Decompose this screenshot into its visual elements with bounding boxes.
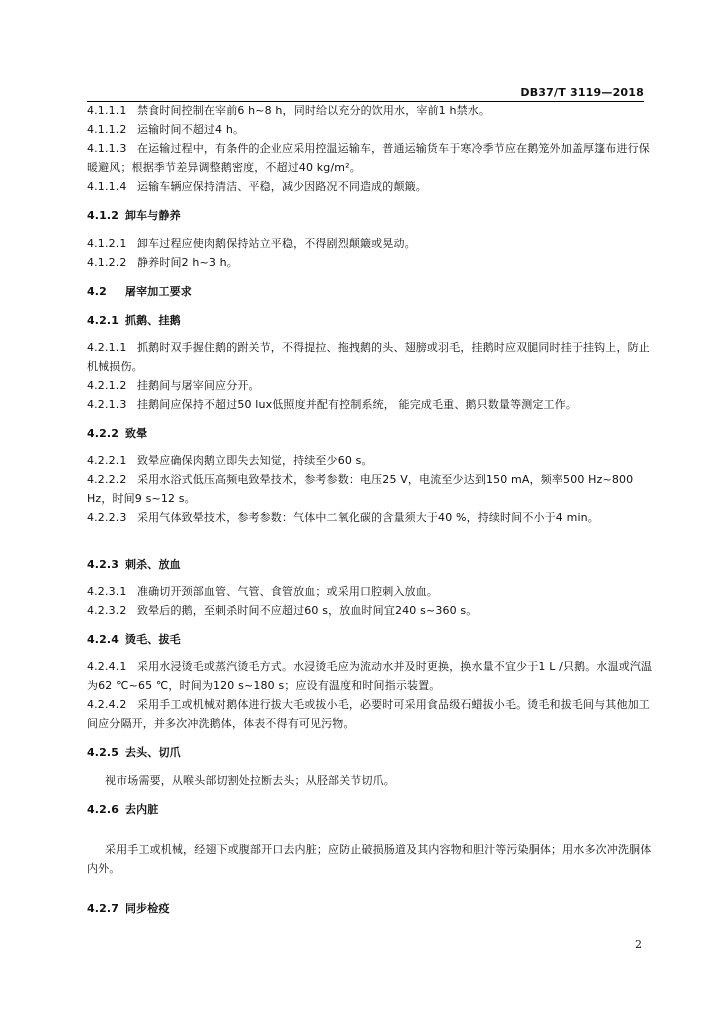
paragraph-4-2-6: 采用手工或机械，经翅下或腹部开口去内脏；应防止破损肠道及其内容物和胆汁等污染胴体；用水多次冲洗胴体内外。 <box>87 843 652 875</box>
clause-4-1-2-2 <box>87 253 659 272</box>
clause-number: 4.2.3.1 <box>87 585 127 598</box>
clause-4-2-2-3 <box>87 508 659 527</box>
clause-number: 4.2.2.3 <box>87 511 127 524</box>
section-4-2-5 <box>87 771 659 790</box>
heading-title: 烫毛、拔毛 <box>125 633 181 646</box>
clause-number: 4.2.1.1 <box>87 341 127 354</box>
clause-text: 在运输过程中，有条件的企业应采用控温运输车，普通运输货车于寒冷季节应在鹅笼外加盖厚篷布进行保暖避风；根据季节差异调整鹅密度，不超过40 kg/m²。 <box>87 142 650 174</box>
section-4-2-2 <box>87 451 659 527</box>
heading-title: 同步检疫 <box>125 902 170 915</box>
heading-4-2-6: 4.2.6 去内脏 <box>87 803 159 816</box>
clause-number: 4.2.2.1 <box>87 454 127 467</box>
heading-title: 去内脏 <box>125 803 159 816</box>
clause-number: 4.2.1.2 <box>87 379 127 392</box>
heading-title: 去头、切爪 <box>125 746 181 759</box>
heading-title: 致晕 <box>125 427 148 440</box>
heading-4-1-2: 4.1.2 卸车与静养 <box>87 209 181 222</box>
section-4-2-1 <box>87 338 659 414</box>
clause-number: 4.1.2.2 <box>87 256 127 269</box>
paragraph-4-2-5: 视市场需要，从喉头部切割处拉断去头；从胫部关节切爪。 <box>105 774 395 787</box>
clause-text: 静养时间2 h~3 h。 <box>137 256 238 269</box>
heading-4-2-1: 4.2.1 抓鹅、挂鹅 <box>87 314 181 327</box>
clause-text: 运输车辆应保持清洁、平稳，减少因路况不同造成的颠簸。 <box>137 180 427 193</box>
clause-4-1-1-2 <box>87 120 659 139</box>
clause-number: 4.2.1.3 <box>87 398 127 411</box>
section-4-1-1 <box>87 101 659 196</box>
clause-text: 采用水浸烫毛或蒸汽烫毛方式。水浸烫毛应为流动水并及时更换，换水量不宜少于1 L /只鹅。水温或汽温为62 ℃~65 ℃，时间为120 s~180 s；应设有温度和时间指示装置。 <box>87 660 653 692</box>
clause-text: 卸车过程应使肉鹅保持站立平稳，不得剧烈颠簸或晃动。 <box>137 237 416 250</box>
clause-text: 挂鹅间与屠宰间应分开。 <box>137 379 260 392</box>
page-number: 2 <box>635 938 642 951</box>
section-4-2-3 <box>87 582 659 620</box>
heading-title: 刺杀、放血 <box>125 558 181 571</box>
clause-4-1-1-4 <box>87 177 659 196</box>
clause-text: 采用气体致晕技术，参考参数：气体中二氧化碳的含量须大于40 %，持续时间不小于4 min。 <box>137 511 599 524</box>
clause-text: 致晕后的鹅，至刺杀时间不应超过60 s，放血时间宜240 s~360 s。 <box>137 604 478 617</box>
clause-number: 4.2.4.2 <box>87 698 127 711</box>
section-4-2-6 <box>87 840 659 878</box>
clause-text: 抓鹅时双手握住鹅的跗关节，不得提拉、拖拽鹅的头、翅膀或羽毛，挂鹅时应双腿同时挂于挂钩上，防止机械损伤。 <box>87 341 650 373</box>
clause-number: 4.2.2.2 <box>87 473 127 486</box>
clause-4-2-1-2 <box>87 376 659 395</box>
clause-4-1-1-1 <box>87 101 659 120</box>
clause-4-2-3-2 <box>87 601 659 620</box>
heading-4-2-3: 4.2.3 刺杀、放血 <box>87 558 181 571</box>
clause-4-2-2-1 <box>87 451 659 470</box>
clause-number: 4.1.1.3 <box>87 142 127 155</box>
document-id: DB37/T 3119—2018 <box>520 86 644 99</box>
clause-text: 禁食时间控制在宰前6 h~8 h，同时给以充分的饮用水，宰前1 h禁水。 <box>137 104 491 117</box>
clause-number: 4.1.1.2 <box>87 123 127 136</box>
heading-title: 卸车与静养 <box>125 209 181 222</box>
clause-text: 运输时间不超过4 h。 <box>137 123 245 136</box>
clause-4-2-4-2 <box>87 695 659 733</box>
heading-title: 屠宰加工要求 <box>125 285 192 298</box>
heading-title: 抓鹅、挂鹅 <box>125 314 181 327</box>
clause-number: 4.1.2.1 <box>87 237 127 250</box>
heading-4-2-2: 4.2.2 致晕 <box>87 427 148 440</box>
heading-4-2: 4.2 屠宰加工要求 <box>87 285 192 298</box>
clause-number: 4.2.3.2 <box>87 604 127 617</box>
clause-4-2-1-1 <box>87 338 659 376</box>
clause-4-2-1-3 <box>87 395 659 414</box>
heading-4-2-7: 4.2.7 同步检疫 <box>87 902 170 915</box>
clause-4-2-3-1 <box>87 582 659 601</box>
clause-number: 4.2.4.1 <box>87 660 127 673</box>
clause-4-1-2-1 <box>87 234 659 253</box>
clause-4-1-1-3 <box>87 139 659 177</box>
clause-4-2-4-1 <box>87 657 659 695</box>
clause-text: 采用水浴式低压高频电致晕技术，参考参数：电压25 V，电流至少达到150 mA，频率500 Hz~800 Hz，时间9 s~12 s。 <box>87 473 634 505</box>
clause-number: 4.1.1.1 <box>87 104 127 117</box>
section-4-1-2 <box>87 234 659 272</box>
clause-text: 致晕应确保肉鹅立即失去知觉，持续至少60 s。 <box>137 454 373 467</box>
heading-4-2-4: 4.2.4 烫毛、拔毛 <box>87 633 181 646</box>
clause-number: 4.1.1.4 <box>87 180 127 193</box>
heading-4-2-5: 4.2.5 去头、切爪 <box>87 746 181 759</box>
clause-text: 挂鹅间应保持不超过50 lux低照度并配有控制系统， 能完成毛重、鹅只数量等测定工作。 <box>137 398 577 411</box>
clause-text: 准确切开颈部血管、气管、食管放血；或采用口腔刺入放血。 <box>137 585 439 598</box>
section-4-2-4 <box>87 657 659 733</box>
clause-4-2-2-2 <box>87 470 659 508</box>
clause-text: 采用手工或机械对鹅体进行拔大毛或拔小毛，必要时可采用食品级石蜡拔小毛。烫毛和拔毛间与其他加工间应分隔开，并多次冲洗鹅体，体表不得有可见污物。 <box>87 698 650 730</box>
